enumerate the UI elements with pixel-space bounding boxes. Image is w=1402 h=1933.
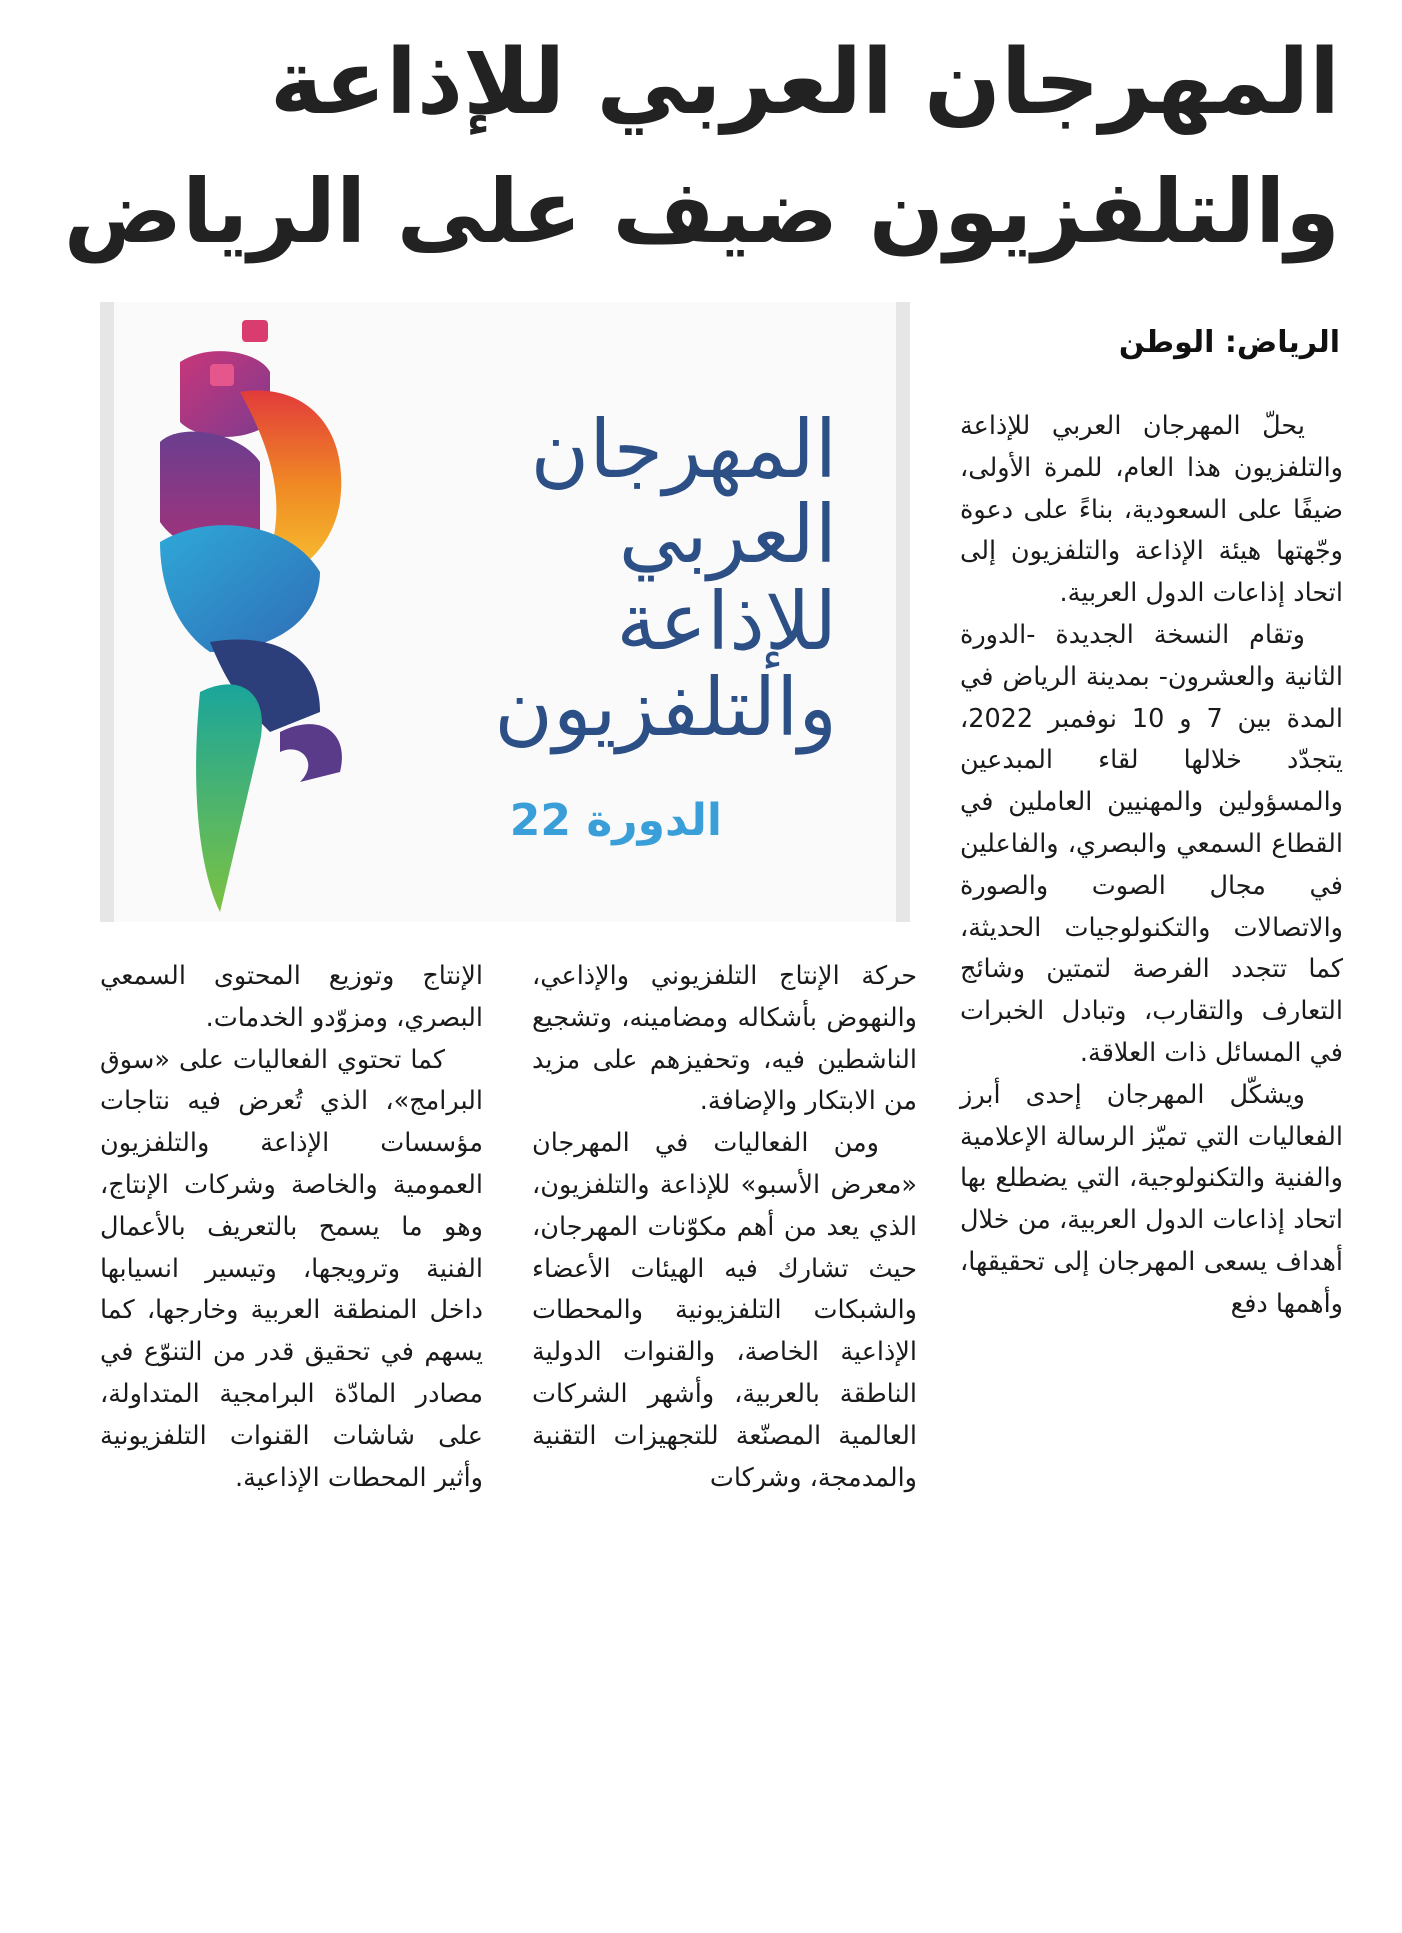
image-frame-right — [896, 302, 910, 922]
paragraph: وتقام النسخة الجديدة -الدورة الثانية والعشرون- بمدينة الرياض في المدة بين 7 و 10 نوفمبر 2022، يتجدّد خلالها لقاء المبدعين والمسؤولين والمهنيين العاملين في القطاع السمعي والبصري، والفاعلين في مجال الصوت والصورة والاتصالات والتكنولوجيات الحديثة، كما تتجدد الفرصة لتمتين وشائج التعارف والتقارب، وتبادل الخبرات في المسائل ذات العلاقة. — [960, 619, 1343, 1068]
byline: الرياض: الوطن — [1118, 325, 1340, 360]
paragraph: حركة الإنتاج التلفزيوني والإذاعي، والنهوض بأشكاله ومضامينه، وتشجيع الناشطين فيه، وتحفيزهم على مزيد من الابتكار والإضافة. — [532, 961, 917, 1117]
festival-logo-emblem — [150, 312, 410, 912]
paragraph: ومن الفعاليات في المهرجان «معرض الأسبو» للإذاعة والتلفزيون، الذي يعد من أهم مكوّنات المهرجان، حيث تشارك فيه الهيئات الأعضاء والشبكات التلفزيونية والمحطات الإذاعية الخاصة، والقنوات الدولية الناطقة بالعربية، وأشهر الشركات العالمية المصنّعة للتجهيزات التقنية والمدمجة، وشركات — [532, 1128, 917, 1493]
logo-edition-label: الدورة 22 — [509, 795, 722, 846]
logo-text-line-2: العربي — [618, 488, 837, 581]
headline-line-1: المهرجان العربي للإذاعة — [269, 30, 1340, 135]
headline-line-2: والتلفزيون ضيف على الرياض — [63, 160, 1340, 263]
article-column-right — [960, 406, 1343, 1326]
logo-shape-ain — [280, 724, 342, 782]
article-column-middle — [532, 956, 917, 1499]
paragraph: يحلّ المهرجان العربي للإذاعة والتلفزيون هذا العام، للمرة الأولى، ضيفًا على السعودية، بناءً على دعوة وجّهتها هيئة الإذاعة والتلفزيون إلى اتحاد إذاعات الدول العربية. — [960, 411, 1343, 609]
paragraph: كما تحتوي الفعاليات على «سوق البرامج»، الذي تُعرض فيه نتاجات مؤسسات الإذاعة والتلفزيون العمومية والخاصة وشركات الإنتاج، وهو ما يسمح بالتعريف بالأعمال الفنية وترويجها، وتيسير انسيابها داخل المنطقة العربية وخارجها، كما يسهم في تحقيق قدر من التنوّع في مصادر المادّة البرامجية المتداولة، على شاشات القنوات التلفزيونية وأثير المحطات الإذاعية. — [100, 1044, 483, 1493]
paragraph: ويشكّل المهرجان إحدى أبرز الفعاليات التي تميّز الرسالة الإعلامية والفنية والتكنولوجية، التي يضطلع بها اتحاد إذاعات الدول العربية، من خلال أهداف يسعى المهرجان إلى تحقيقها، وأهمها دفع — [960, 1079, 1343, 1319]
logo-shape-green — [196, 684, 262, 912]
logo-text-line-1: المهرجان — [530, 403, 837, 496]
paragraph: الإنتاج وتوزيع المحتوى السمعي البصري، ومزوّدو الخدمات. — [100, 961, 483, 1033]
image-frame-left — [100, 302, 114, 922]
article-column-left — [100, 956, 483, 1499]
logo-text-line-3: للإذاعة — [616, 575, 837, 668]
logo-dot-top — [242, 320, 268, 342]
logo-text-line-4: والتلفزيون — [494, 661, 837, 754]
logo-dot-pink — [210, 364, 234, 386]
